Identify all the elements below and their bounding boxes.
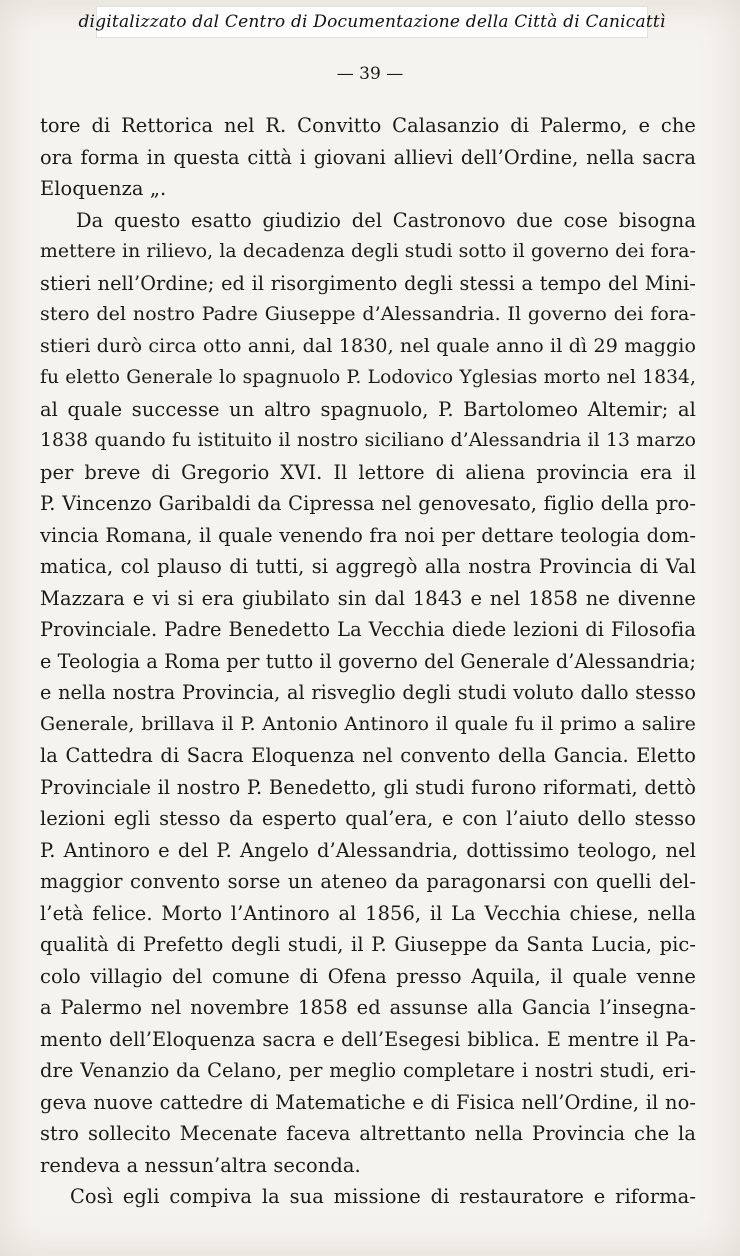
text-line: e nella nostra Provincia, al risveglio degli studi voluto dallo stesso: [40, 681, 696, 704]
page-number: — 39 —: [336, 64, 404, 84]
text-line: lezioni egli stesso da esperto qual’era, e con l’aiuto dello stesso: [40, 807, 696, 830]
text-line: a Palermo nel novembre 1858 ed assunse alla Gancia l’insegna-: [40, 996, 696, 1019]
text-line: 1838 quando fu istituito il nostro siciliano d’Alessandria il 13 marzo: [40, 430, 696, 451]
text-line: tore di Rettorica nel R. Convitto Calasanzio di Palermo, e che: [40, 114, 696, 137]
text-line: qualità di Prefetto degli studi, il P. Giuseppe da Santa Lucia, pic-: [40, 933, 696, 956]
text-line: la Cattedra di Sacra Eloquenza nel convento della Gancia. Eletto: [40, 744, 696, 767]
text-line: dre Venanzio da Celano, per meglio completare i nostri studi, eri-: [40, 1059, 696, 1082]
text-line: e Teologia a Roma per tutto il governo del Generale d’Alessandria;: [40, 649, 697, 673]
text-line: matica, col plauso di tutti, si aggregò alla nostra Provincia di Val: [40, 555, 696, 578]
text-line: P. Vincenzo Garibaldi da Cipressa nel genovesato, figlio della pro-: [40, 492, 696, 515]
text-line: Provinciale il nostro P. Benedetto, gli studi furono riformati, dettò: [40, 775, 696, 799]
text-line: mettere in rilievo, la decadenza degli studi sotto il governo dei fora-: [40, 241, 696, 262]
body-text: [40, 110, 696, 1213]
text-line: Provinciale. Padre Benedetto La Vecchia diede lezioni di Filosofia: [40, 618, 696, 641]
text-line: geva nuove cattedre di Matematiche e di Fisica nell’Ordine, il no-: [40, 1090, 696, 1114]
text-line: colo villagio del comune di Ofena presso Aquila, il quale venne: [40, 964, 696, 988]
text-line: Da questo esatto giudizio del Castronovo due cose bisogna: [76, 208, 696, 232]
text-line: mento dell’Eloquenza sacra e dell’Esegesi biblica. E mentre il Pa-: [40, 1027, 696, 1051]
text-line: stero del nostro Padre Giuseppe d’Alessandria. Il governo dei fora-: [40, 303, 696, 325]
text-line: ora forma in questa città i giovani allievi dell’Ordine, nella sacra: [40, 145, 696, 169]
text-line: stieri nell’Ordine; ed il risorgimento degli stessi a tempo del Mini-: [40, 271, 696, 295]
text-line: P. Antinoro e del P. Angelo d’Alessandria, dottissimo teologo, nel: [40, 838, 696, 862]
text-line: al quale successe un altro spagnuolo, P. Bartolomeo Altemir; al: [40, 397, 696, 421]
text-line: maggior convento sorse un ateneo da paragonarsi con quelli del-: [40, 870, 696, 893]
text-line: per breve di Gregorio XVI. Il lettore di aliena provincia era il: [40, 460, 696, 484]
text-line: vincia Romana, il quale venendo fra noi per dettare teologia dom-: [40, 523, 696, 547]
text-line: stro sollecito Mecenate faceva altrettanto nella Provincia che la: [40, 1122, 696, 1145]
text-line: Generale, brillava il P. Antonio Antinoro il quale fu il primo a salire: [40, 712, 696, 735]
text-line: Mazzara e vi si era giubilato sin dal 1843 e nel 1858 ne divenne: [40, 586, 696, 610]
digitization-watermark: digitalizzato dal Centro di Documentazione della Città di Canicattì: [96, 6, 648, 38]
text-line: Eloquenza „.: [40, 177, 167, 200]
text-line: stieri durò circa otto anni, dal 1830, nel quale anno il dì 29 maggio: [40, 334, 696, 357]
text-line: l’età felice. Morto l’Antinoro al 1856, il La Vecchia chiese, nella: [40, 901, 696, 925]
text-line: Così egli compiva la sua missione di restauratore e riforma-: [70, 1185, 696, 1208]
text-line: fu eletto Generale lo spagnuolo P. Lodovico Yglesias morto nel 1834,: [40, 367, 696, 388]
text-line: rendeva a nessun’altra seconda.: [40, 1153, 361, 1177]
